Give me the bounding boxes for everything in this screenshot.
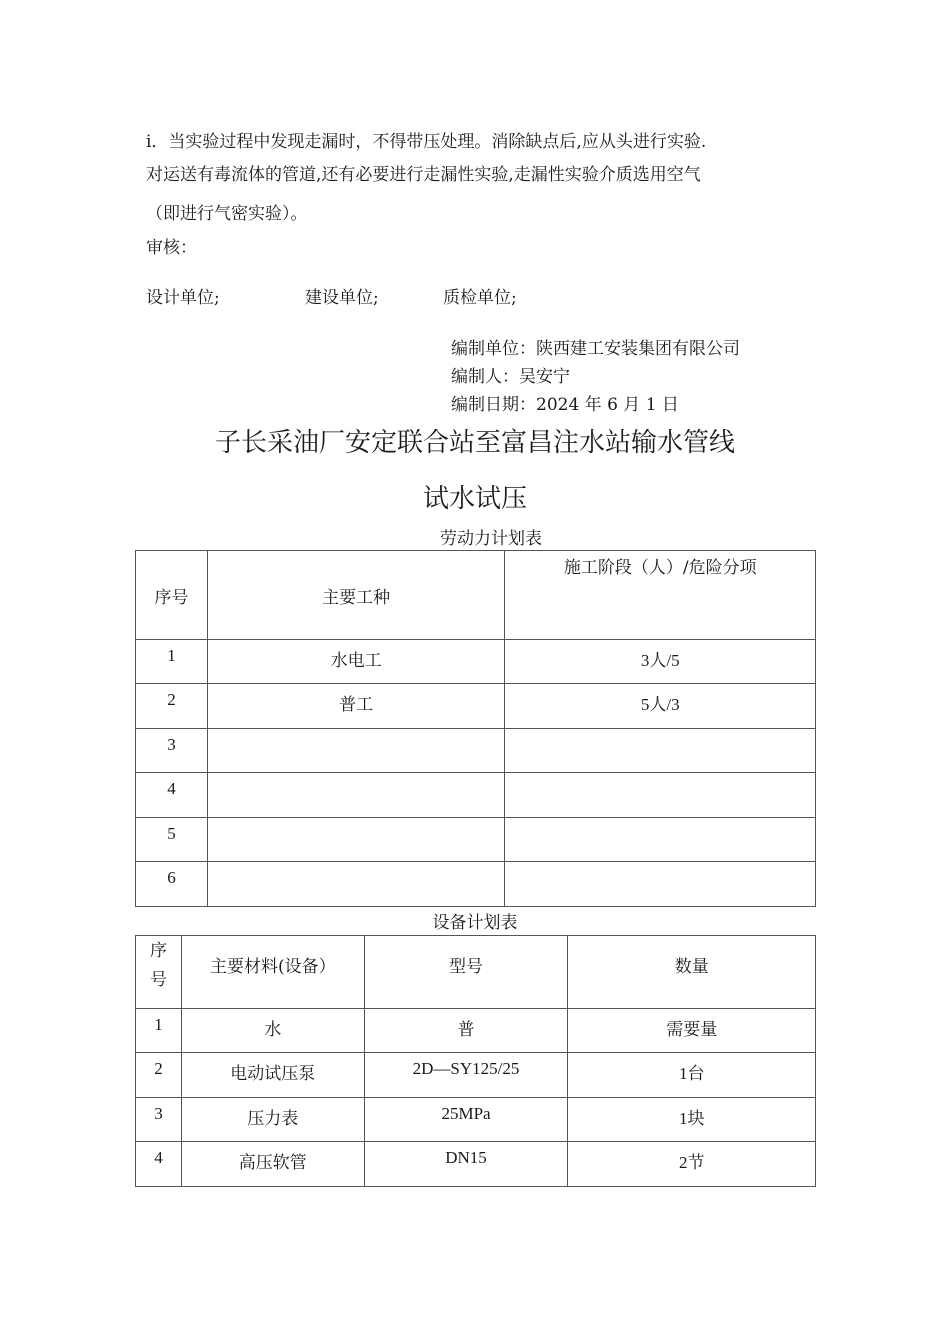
note-line-1: i．当实验过程中发现走漏时，不得带压处理。消除缺点后,应从头进行实验. [146, 132, 707, 152]
document-subtitle: 试水试压 [422, 484, 527, 514]
equipment-plan-table [135, 935, 816, 1187]
table-cell [505, 773, 816, 818]
table-cell [207, 729, 505, 773]
table-row [136, 1098, 816, 1142]
table-row [136, 1053, 816, 1098]
table-cell: 1台 [568, 1053, 816, 1098]
table-cell: 3 [136, 729, 208, 773]
table-cell [505, 729, 816, 773]
equipment-table-caption: 设备计划表 [432, 913, 518, 933]
header-cell: 施工阶段（人）/危险分项 [505, 551, 816, 640]
table-cell: 需要量 [568, 1009, 816, 1053]
table-cell: 5 [136, 818, 208, 862]
table-cell: 2 [136, 684, 208, 729]
table-cell: 1 [136, 640, 208, 684]
table-cell: 压力表 [181, 1098, 364, 1142]
header-cell: 序 号 [136, 936, 182, 1009]
table-cell: 3 [136, 1098, 182, 1142]
table-cell: 6 [136, 862, 208, 907]
table-cell: 2 [136, 1053, 182, 1098]
table-cell: 2D—SY125/25 [364, 1053, 568, 1098]
table-cell [207, 862, 505, 907]
table-row [136, 729, 816, 773]
table-row [136, 1009, 816, 1053]
table-cell: 25MPa [364, 1098, 568, 1142]
table-cell [505, 818, 816, 862]
header-cell: 主要材料(设备） [181, 936, 364, 1009]
table-cell [207, 818, 505, 862]
note-line-2: 对运送有毒流体的管道,还有必要进行走漏性实验,走漏性实验介质选用空气 [146, 165, 701, 185]
table-cell: 3人/5 [505, 640, 816, 684]
header-cell: 主要工种 [207, 551, 505, 640]
compiler-unit: 编制单位：陕西建工安装集团有限公司 [451, 339, 740, 359]
table-cell: 2节 [568, 1142, 816, 1187]
table-cell: 1块 [568, 1098, 816, 1142]
note-line-3: （即进行气密实验）。 [146, 204, 308, 224]
table-cell: 4 [136, 773, 208, 818]
compiler-person: 编制人：吴安宁 [451, 367, 570, 387]
labor-plan-table [135, 550, 816, 907]
table-cell: 普 [364, 1009, 568, 1053]
header-cell: 数量 [568, 936, 816, 1009]
design-unit-label: 设计单位; [146, 288, 220, 308]
table-row [136, 862, 816, 907]
table-cell [505, 862, 816, 907]
table-cell: 高压软管 [181, 1142, 364, 1187]
header-cell: 型号 [364, 936, 568, 1009]
table-row [136, 818, 816, 862]
table-cell [207, 773, 505, 818]
table-header-row [136, 936, 816, 1009]
table-row [136, 640, 816, 684]
construction-unit-label: 建设单位; [305, 288, 379, 308]
table-cell: 水 [181, 1009, 364, 1053]
table-cell: 5人/3 [505, 684, 816, 729]
table-cell: 普工 [207, 684, 505, 729]
compiler-date: 编制日期：2024 年 6 月 1 日 [451, 395, 679, 415]
audit-label: 审核： [146, 238, 197, 258]
header-cell: 序号 [136, 551, 208, 640]
table-row [136, 684, 816, 729]
table-cell: DN15 [364, 1142, 568, 1187]
table-cell: 电动试压泵 [181, 1053, 364, 1098]
quality-unit-label: 质检单位; [443, 288, 517, 308]
table-row [136, 1142, 816, 1187]
document-title: 子长采油厂安定联合站至富昌注水站输水管线 [214, 428, 735, 458]
table-cell: 水电工 [207, 640, 505, 684]
table-cell: 4 [136, 1142, 182, 1187]
table-cell: 1 [136, 1009, 182, 1053]
labor-table-caption: 劳动力计划表 [440, 529, 542, 549]
table-header-row [136, 551, 816, 640]
table-row [136, 773, 816, 818]
